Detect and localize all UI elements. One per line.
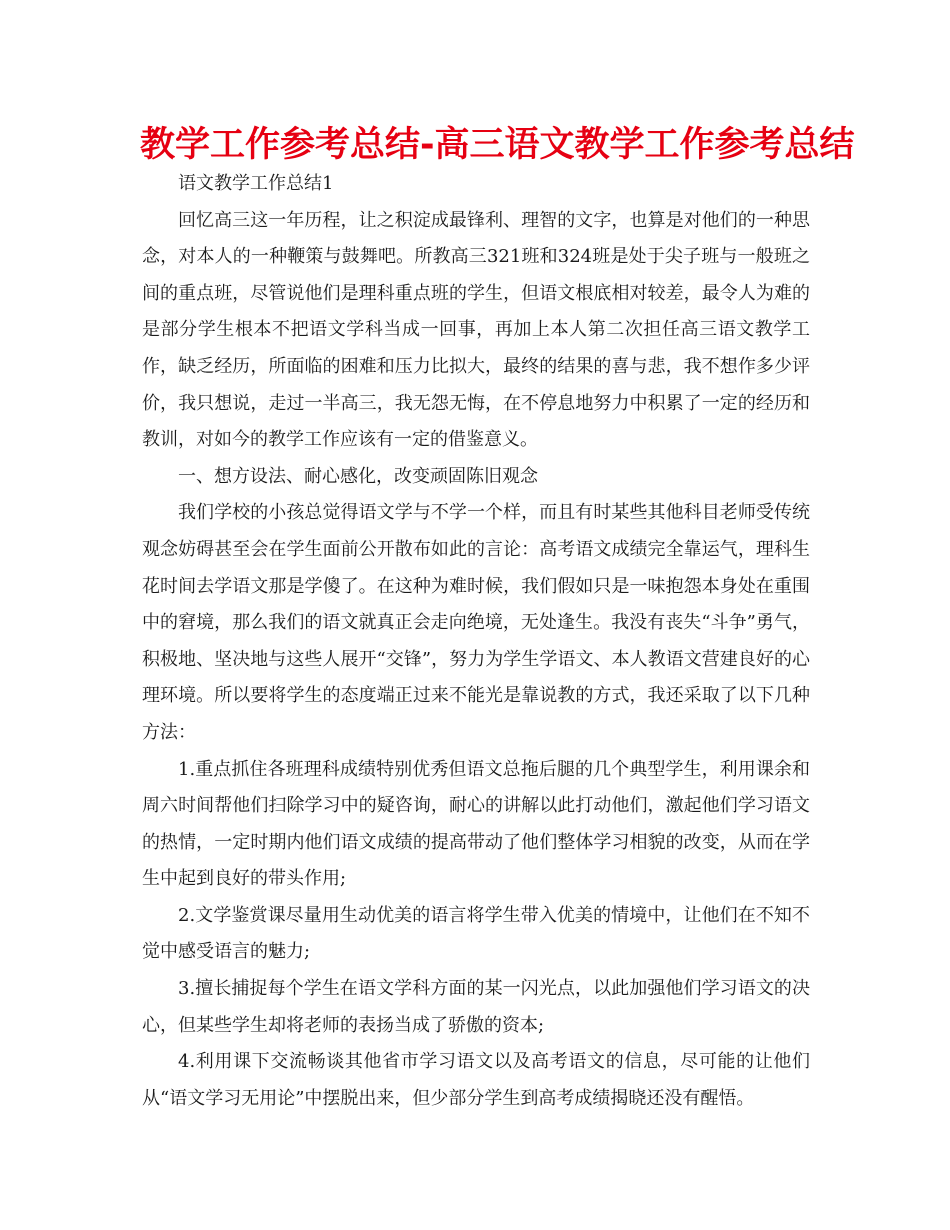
document-body [142, 166, 810, 1117]
list-item: 2.文学鉴赏课尽量用生动优美的语言将学生带入优美的情境中，让他们在不知不觉中感受语言的魅力; [142, 904, 810, 963]
list-item: 4.利用课下交流畅谈其他省市学习语文以及高考语文的信息，尽可能的让他们从“语文学习无用论”中摆脱出来，但少部分学生到高考成绩揭晓还没有醒悟。 [142, 1051, 810, 1109]
intro-paragraph: 回忆高三这一年历程，让之积淀成最锋利、理智的文字，也算是对他们的一种思念，对本人的一种鞭策与鼓舞吧。所教高三321班和324班是处于尖子班与一般班之间的重点班，尽管说他们是理科重点班的学生，但语文根底相对较差，最令人为难的是部分学生根本不把语文学科当成一回事，再加上本人第二次担任高三语文教学工作，缺乏经历，所面临的困难和压力比拟大，最终的结果的喜与悲，我不想作多少评价，我只想说，走过一半高三，我无怨无悔，在不停息地努力中积累了一定的经历和教训，对如今的教学工作应该有一定的借鉴意义。 [142, 209, 810, 451]
list-item: 1.重点抓住各班理科成绩特别优秀但语文总拖后腿的几个典型学生，利用课余和周六时间帮他们扫除学习中的疑咨询，耐心的讲解以此打动他们，激起他们学习语文的热情，一定时期内他们语文成绩的提高带动了他们整体学习相貌的改变，从而在学生中起到良好的带头作用; [142, 758, 810, 890]
subheading: 一、想方设法、耐心感化，改变顽固陈旧观念 [178, 465, 538, 487]
section-heading: 语文教学工作总结1 [178, 173, 334, 194]
list-item: 3.擅长捕捉每个学生在语文学科方面的某一闪光点，以此加强他们学习语文的决心，但某些学生却将老师的表扬当成了骄傲的资本; [142, 978, 810, 1036]
body-paragraph: 我们学校的小孩总觉得语文学与不学一个样，而且有时某些其他科目老师受传统观念妨碍甚至会在学生面前公开散布如此的言论：高考语文成绩完全靠运气，理科生花时间去学语文那是学傻了。在这种为难时候，我们假如只是一味抱怨本身处在重围中的窘境，那么我们的语文就真正会走向绝境，无处逢生。我没有丧失“斗争”勇气，积极地、坚决地与这些人展开“交锋”，努力为学生学语文、本人教语文营建良好的心理环境。所以要将学生的态度端正过来不能光是靠说教的方式，我还采取了以下几种方法： [142, 502, 810, 743]
document-title: 教学工作参考总结-高三语文教学工作参考总结 [140, 125, 855, 165]
